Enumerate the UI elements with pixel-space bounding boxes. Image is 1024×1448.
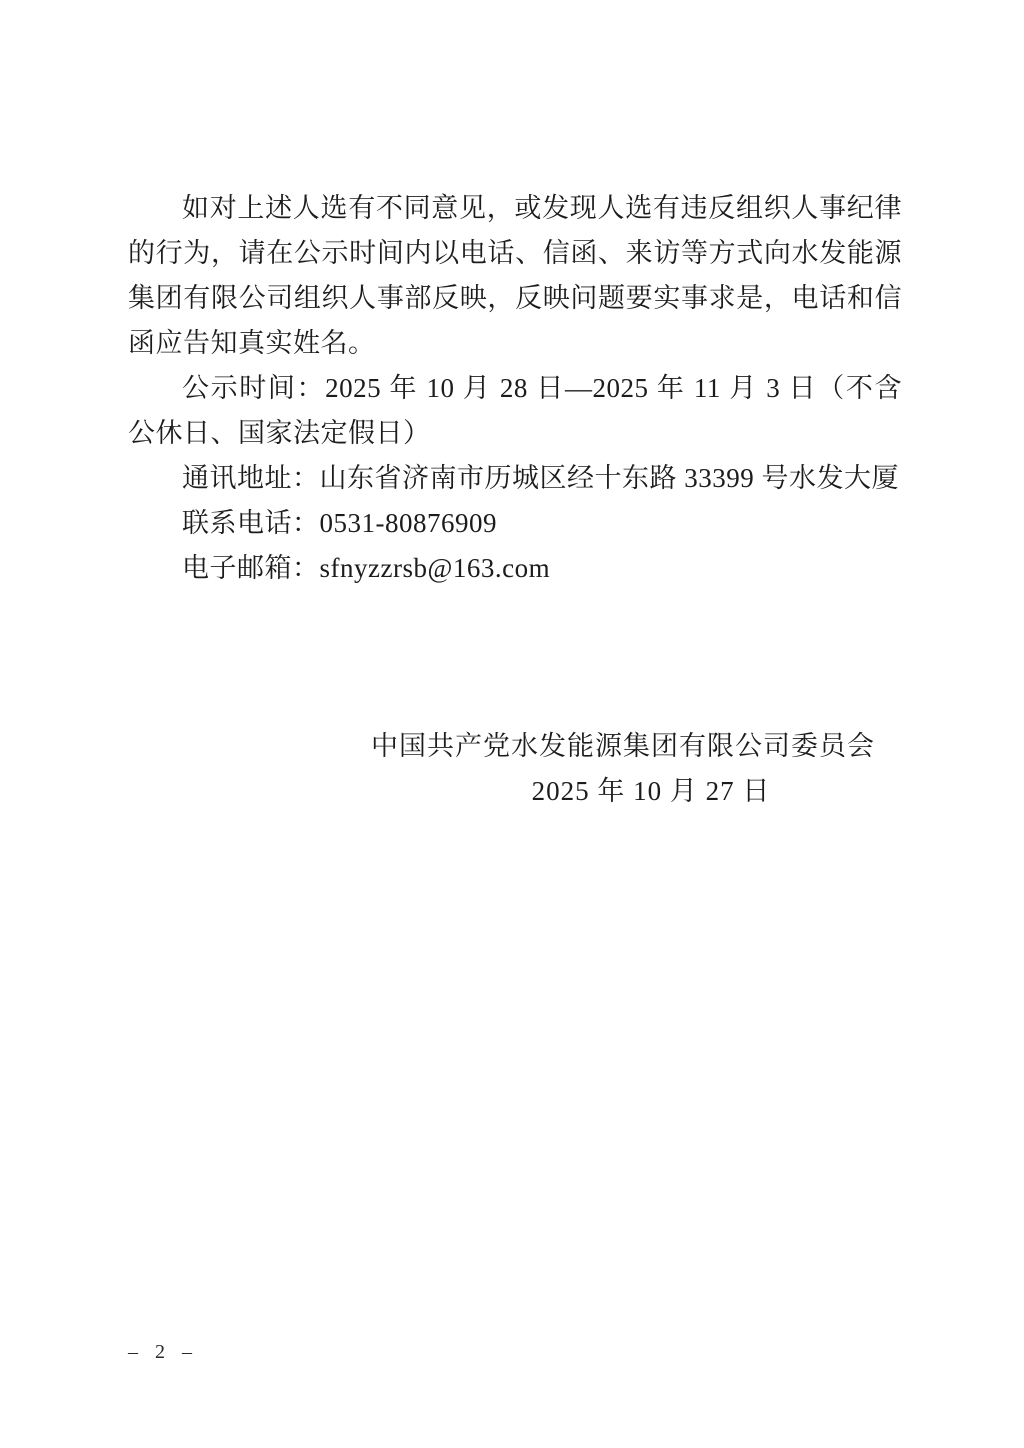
mailing-address-line: 通讯地址：山东省济南市历城区经十东路 33399 号水发大厦	[182, 463, 899, 493]
contact-phone-line: 联系电话：0531-80876909	[182, 508, 497, 538]
notice-period-line: 公示时间：2025 年 10 月 28 日—2025 年 11 月 3 日（不含公休日、国家法定假日）	[128, 373, 902, 448]
contact-email-line: 电子邮箱：sfnyzzrsb@163.com	[182, 553, 551, 583]
objection-instructions-paragraph: 如对上述人选有不同意见，或发现人选有违反组织人事纪律的行为，请在公示时间内以电话、信函、来访等方式向水发能源集团有限公司组织人事部反映，反映问题要实事求是，电话和信函应告知真实姓名。	[128, 193, 902, 358]
signature-organization: 中国共产党水发能源集团有限公司委员会	[371, 731, 875, 761]
document-body	[128, 186, 902, 814]
page-number: – 2 –	[128, 1341, 198, 1363]
signature-block	[128, 724, 902, 814]
signature-date: 2025 年 10 月 27 日	[531, 776, 771, 806]
